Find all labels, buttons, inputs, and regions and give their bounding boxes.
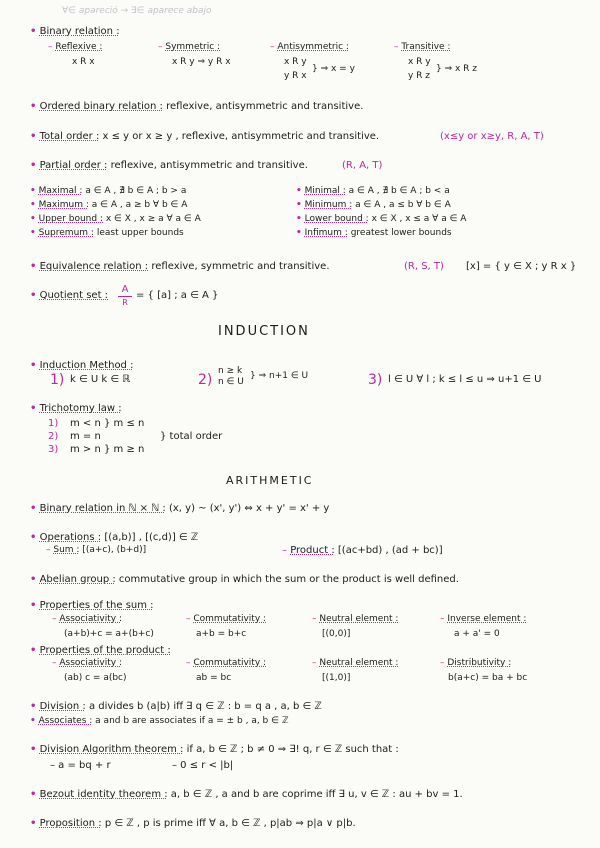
- trichotomy-2: m = n: [70, 431, 101, 442]
- properties-of-sum: • Properties of the sum :: [30, 600, 154, 611]
- distributivity: b(a+c) = ba + bc: [448, 673, 528, 683]
- induction-step-2c: } ⇒ n+1 ∈ U: [250, 371, 309, 381]
- quotient-set-label: • Quotient set :: [30, 290, 109, 301]
- infimum: • Infimum : greatest lower bounds: [296, 228, 452, 238]
- lower-bound: • Lower bound : x ∈ X , x ≤ a ∀ a ∈ A: [296, 214, 467, 224]
- trichotomy-3-number: 3): [48, 444, 59, 455]
- total-order: • Total order : x ≤ y or x ≥ y , reflexive, antisymmetric and transitive.: [30, 131, 380, 142]
- product-commutativity: ab = bc: [196, 673, 232, 683]
- quotient-set-text: = { [a] ; a ∈ A }: [136, 290, 219, 301]
- trichotomy-note: } total order: [160, 431, 223, 442]
- induction-step-1: k ∈ U k ∈ ℝ: [70, 374, 131, 385]
- ordered-binary-relation: • Ordered binary relation : reflexive, antisymmetric and transitive.: [30, 101, 364, 112]
- maximal: • Maximal : a ∈ A , ∄ b ∈ A ; b > a: [30, 186, 187, 196]
- sum-neutral-label: – Neutral element :: [312, 614, 399, 624]
- induction-step-1-number: 1): [50, 372, 65, 388]
- product-definition: – Product : [(ac+bd) , (ad + bc)]: [282, 545, 443, 556]
- product-neutral-label: – Neutral element :: [312, 658, 399, 668]
- sum-associativity: (a+b)+c = a+(b+c): [64, 629, 154, 639]
- sum-inverse-label: – Inverse element :: [440, 614, 527, 624]
- sum-inverse: a + a' = 0: [454, 629, 500, 639]
- induction-heading: INDUCTION: [218, 324, 310, 339]
- properties-of-product: • Properties of the product :: [30, 645, 171, 656]
- antisymmetric-f1: x R y: [284, 57, 307, 67]
- induction-step-3: l ∈ U ∀ l ; k ≤ l ≤ u ⇒ u+1 ∈ U: [388, 374, 542, 385]
- quotient-numerator: A: [118, 284, 132, 297]
- sum-commutativity: a+b = b+c: [196, 629, 247, 639]
- transitive-f1: x R y: [408, 57, 431, 67]
- binary-relation-title: • Binary relation :: [30, 26, 120, 37]
- associates: • Associates : a and b are associates if a = ± b , a, b ∈ ℤ: [30, 716, 289, 726]
- induction-step-3-number: 3): [368, 372, 383, 388]
- induction-step-2-number: 2): [198, 372, 213, 388]
- antisymmetric-f2: } ⇒ x = y: [312, 64, 355, 74]
- division-algorithm-theorem: • Division Algorithm theorem : if a, b ∈ ℤ ; b ≠ 0 ⇒ ∃! q, r ∈ ℤ such that :: [30, 744, 399, 755]
- binary-relation-nxn: • Binary relation in ℕ × ℕ : (x, y) ~ (x', y') ⇔ x + y' = x' + y: [30, 503, 330, 514]
- transitive-label: – Transitive :: [394, 42, 451, 52]
- symmetric-formula: x R y ⇒ y R x: [172, 57, 231, 67]
- operations: • Operations : [(a,b)] , [(c,d)] ∈ ℤ: [30, 532, 199, 543]
- product-associativity-label: – Associativity :: [52, 658, 122, 668]
- sum-associativity-label: – Associativity :: [52, 614, 122, 624]
- minimal: • Minimal : a ∈ A , ∄ b ∈ A ; b < a: [296, 186, 450, 196]
- reflexive-formula: x R x: [72, 57, 95, 67]
- equivalence-class: [x] = { y ∈ X ; y R x }: [466, 261, 577, 272]
- minimum: • Minimum : a ∈ A , a ≤ b ∀ b ∈ A: [296, 200, 451, 210]
- transitive-f2: } ⇒ x R z: [436, 64, 478, 74]
- sum-neutral: [(0,0)]: [322, 629, 351, 639]
- induction-step-2a: n ≥ k: [218, 366, 243, 376]
- antisymmetric-label: – Antisymmetric :: [270, 42, 349, 52]
- distributivity-label: – Distributivity :: [440, 658, 512, 668]
- trichotomy-1-number: 1): [48, 418, 59, 429]
- quotient-denominator: R: [122, 298, 128, 307]
- symmetric-label: – Symmetric :: [158, 42, 221, 52]
- faint-header-note: ∀∈ apareció → ∃∈ aparece abajo: [62, 6, 212, 16]
- trichotomy-1: m < n } m ≤ n: [70, 418, 145, 429]
- arithmetic-heading: ARITHMETIC: [226, 474, 314, 487]
- induction-step-2b: n ∈ U: [218, 377, 244, 387]
- induction-method-title: • Induction Method :: [30, 360, 134, 371]
- equivalence-relation: • Equivalence relation : reflexive, symmetric and transitive.: [30, 261, 330, 272]
- bezout-identity: • Bezout identity theorem : a, b ∈ ℤ , a and b are coprime iff ∃ u, v ∈ ℤ : au + bv = 1.: [30, 789, 463, 800]
- upper-bound: • Upper bound : x ∈ X , x ≥ a ∀ a ∈ A: [30, 214, 201, 224]
- maximum: • Maximum : a ∈ A , a ≥ b ∀ b ∈ A: [30, 200, 188, 210]
- total-order-note: (x≤y or x≥y, R, A, T): [440, 131, 544, 142]
- trichotomy-title: • Trichotomy law :: [30, 403, 122, 414]
- product-neutral: [(1,0)]: [322, 673, 351, 683]
- proposition: • Proposition : p ∈ ℤ , p is prime iff ∀ a, b ∈ ℤ , p|ab ⇒ p|a ∨ p|b.: [30, 818, 356, 829]
- division-algorithm-1: – a = bq + r: [50, 760, 111, 771]
- division-algorithm-2: – 0 ≤ r < |b|: [172, 760, 234, 771]
- supremum: • Supremum : least upper bounds: [30, 228, 184, 238]
- sum-commutativity-label: – Commutativity :: [186, 614, 267, 624]
- transitive-f3: y R z: [408, 71, 431, 81]
- equivalence-note: (R, S, T): [404, 261, 444, 272]
- partial-order: • Partial order : reflexive, antisymmetric and transitive.: [30, 160, 308, 171]
- product-associativity: (ab) c = a(bc): [64, 673, 127, 683]
- sum-definition: – Sum : [(a+c), (b+d)]: [46, 545, 147, 555]
- partial-order-note: (R, A, T): [342, 160, 383, 171]
- antisymmetric-f3: y R x: [284, 71, 307, 81]
- abelian-group: • Abelian group : commutative group in which the sum or the product is well defined.: [30, 574, 459, 585]
- reflexive-label: – Reflexive :: [48, 42, 103, 52]
- division: • Division : a divides b (a|b) iff ∃ q ∈ ℤ : b = q a , a, b ∈ ℤ: [30, 701, 322, 712]
- trichotomy-3: m > n } m ≥ n: [70, 444, 145, 455]
- trichotomy-2-number: 2): [48, 431, 59, 442]
- product-commutativity-label: – Commutativity :: [186, 658, 267, 668]
